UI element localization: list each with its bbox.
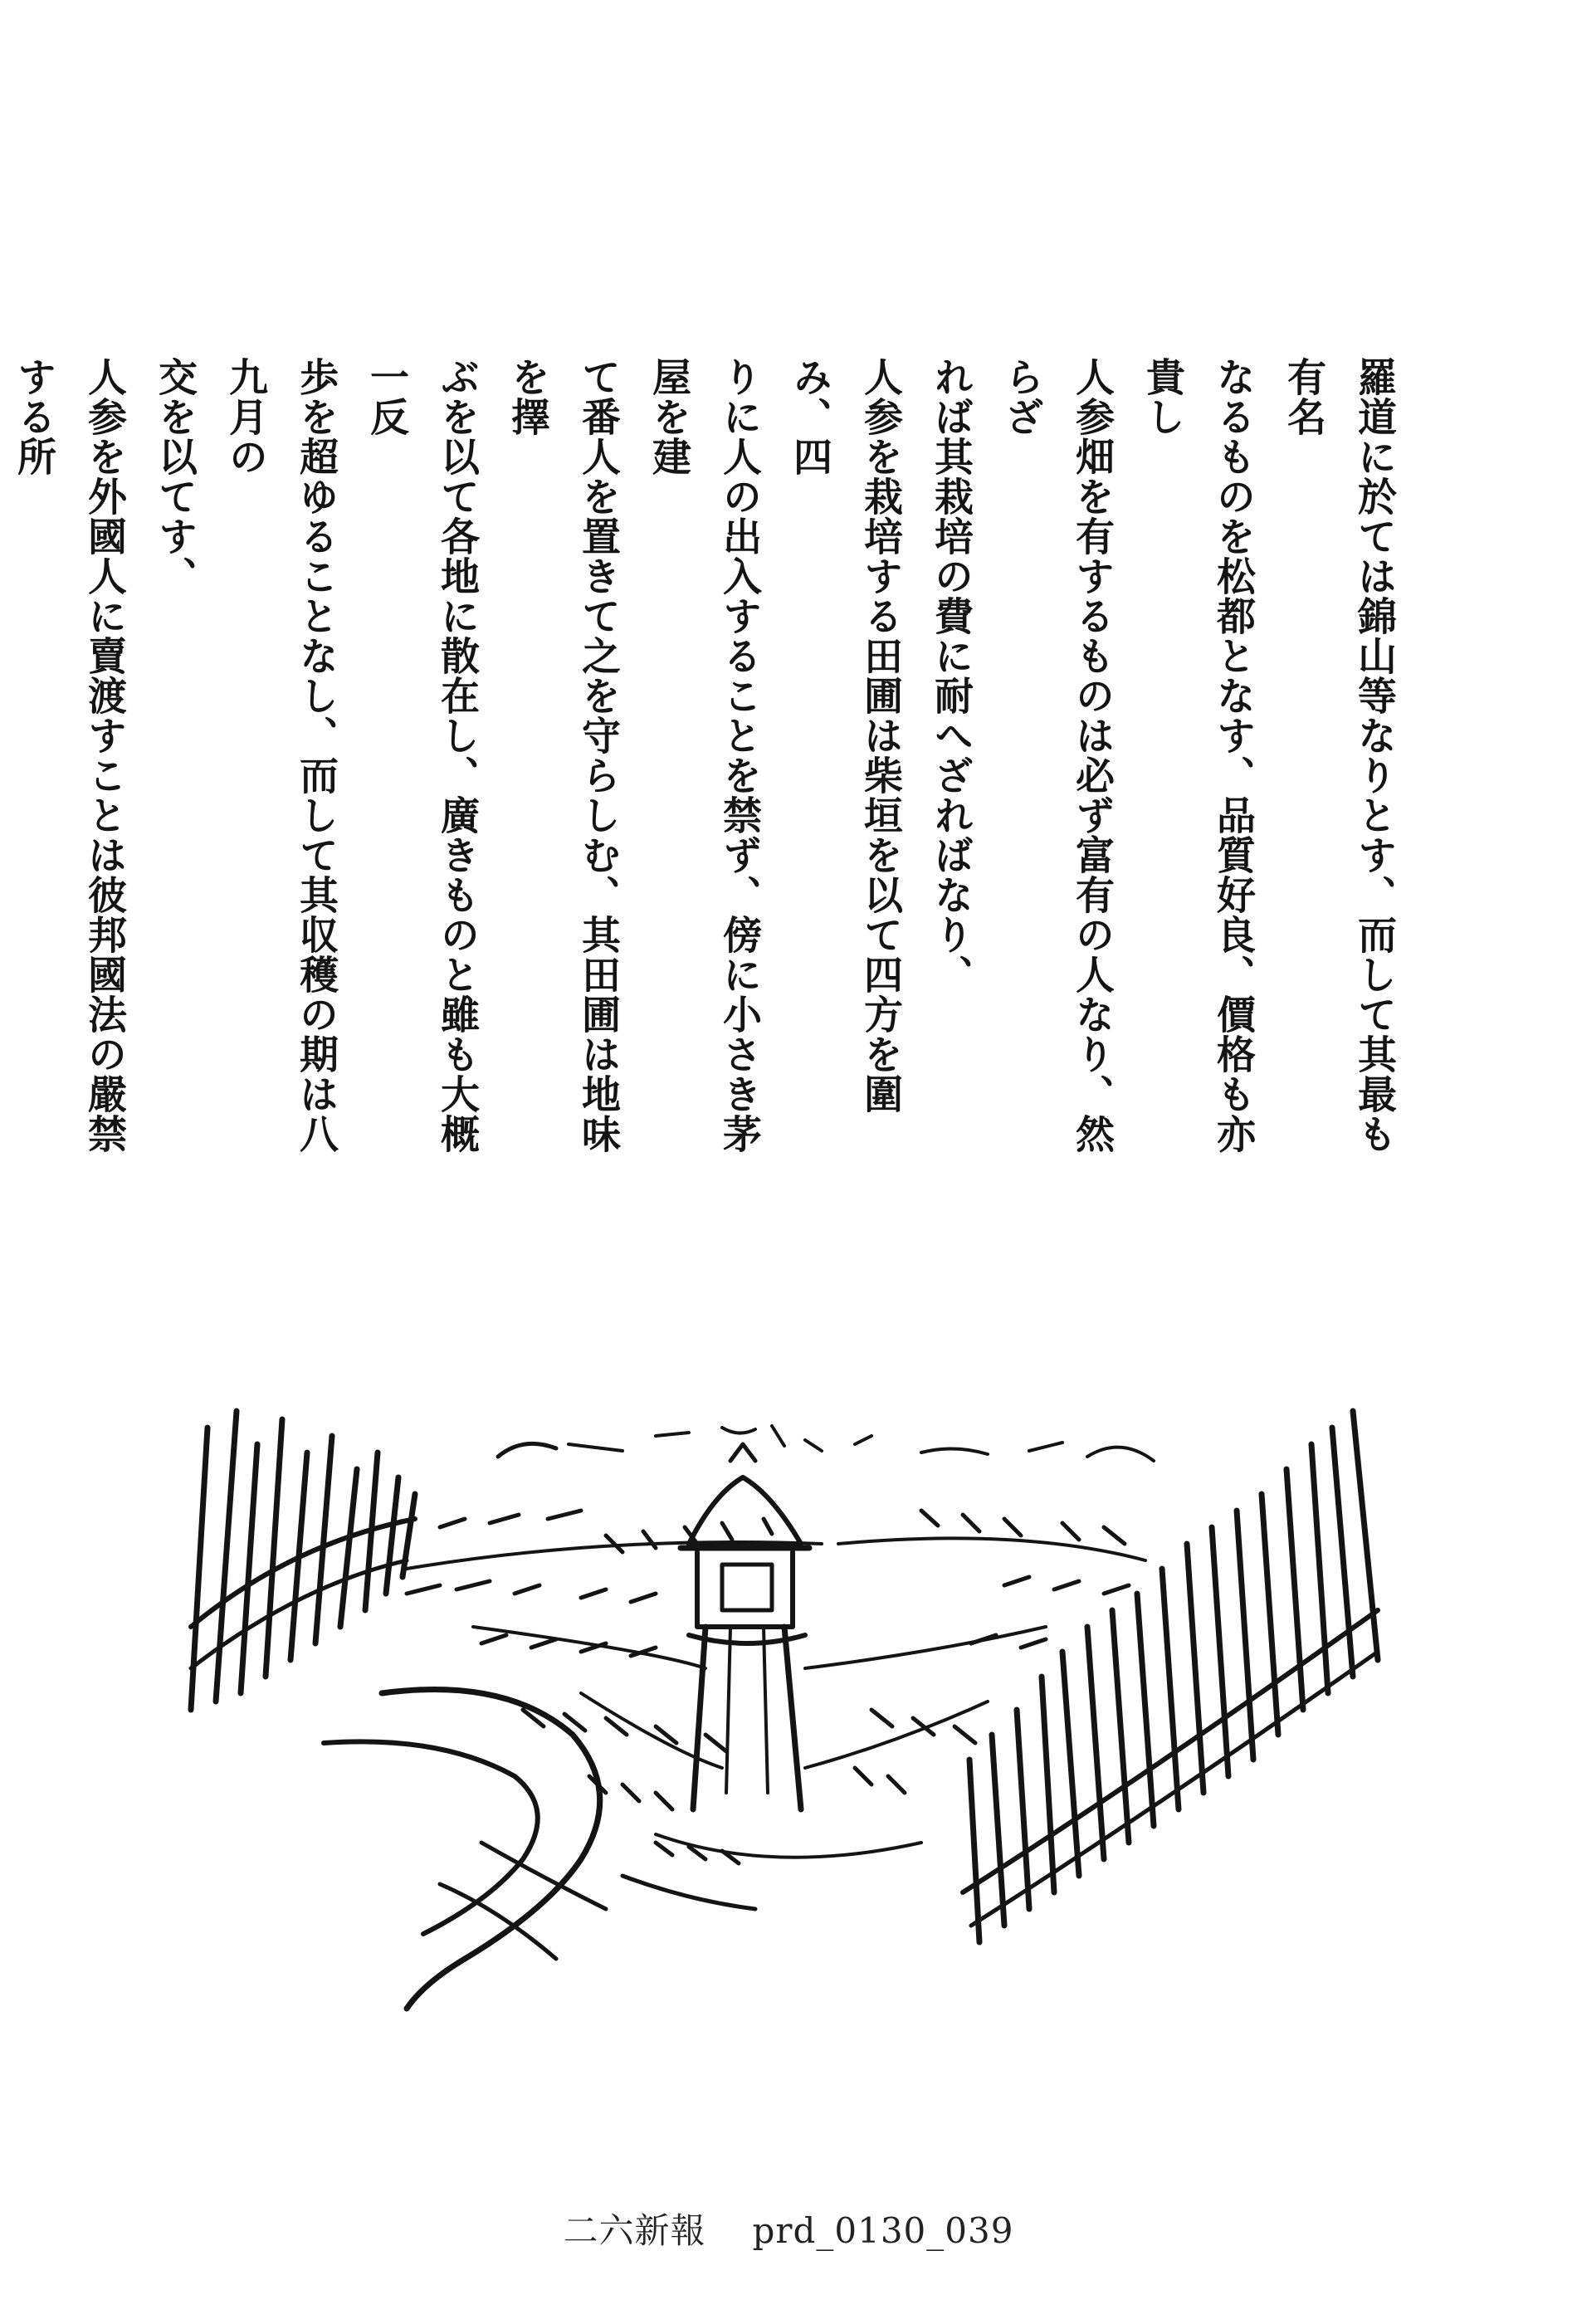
publication-name: 二六新報 — [563, 2210, 706, 2251]
text-column: ぶを以て各地に散在し、廣きものと雖も大概一反 — [364, 357, 480, 1154]
text-column: れば其栽培の費に耐へざればなり、 — [928, 357, 974, 994]
text-column: 人参を栽培する田圃は柴垣を以て四方を圍み、四 — [787, 357, 903, 1114]
illustration-drawing — [191, 1378, 1386, 2009]
page-identifier: prd_0130_039 — [752, 2210, 1014, 2251]
text-column: 人参畑を有するものは必ず富有の人なり、然らざ — [998, 357, 1115, 1154]
text-column: なるものを松都となす、品質好良、價格も亦貴し — [1140, 357, 1256, 1154]
text-column: 羅道に於ては錦山等なりとす、而して其最も有名 — [1281, 357, 1397, 1154]
text-column: 歩を超ゆることなし、而して其収穫の期は八九月の — [222, 357, 339, 1154]
ginseng-field-illustration — [191, 1378, 1386, 2009]
text-column: 交を以てす、 — [152, 357, 198, 596]
text-column: て番人を置きて之を守らしむ、其田圃は地味を擇 — [505, 357, 621, 1154]
page-footer — [0, 2204, 1577, 2253]
vertical-text-body — [11, 357, 1409, 1187]
text-column: りに人の出入することを禁ず、傍に小さき茅屋を建 — [646, 357, 762, 1154]
text-column: 人参を外國人に賣渡すことは彼邦國法の嚴禁する所 — [11, 357, 127, 1154]
